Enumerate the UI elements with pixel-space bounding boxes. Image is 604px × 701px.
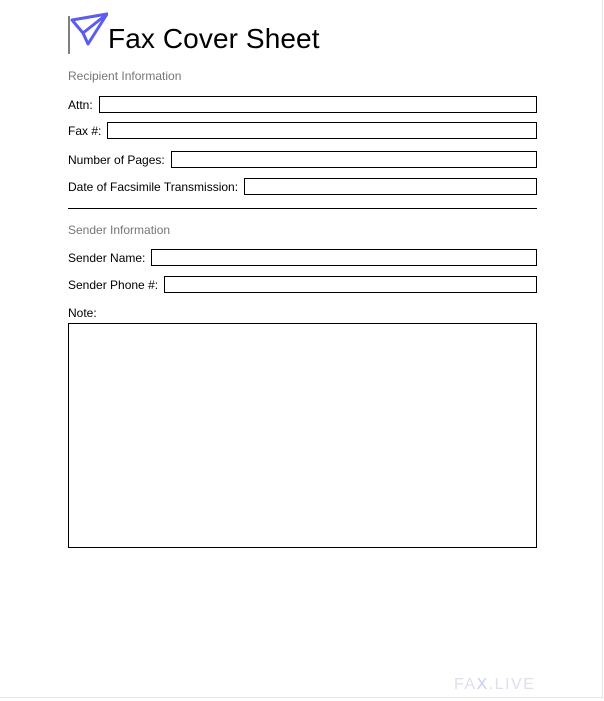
brand-watermark: [454, 676, 535, 694]
number-of-pages-row: [68, 150, 537, 169]
number-of-pages-field[interactable]: [171, 151, 537, 168]
number-of-pages-label: Number of Pages:: [68, 152, 165, 167]
sender-phone-row: [68, 275, 537, 294]
watermark-part-x: X: [476, 676, 489, 693]
transmission-date-row: [68, 177, 537, 196]
transmission-date-label: Date of Facsimile Transmission:: [68, 179, 239, 194]
watermark-part-fa: FA: [454, 676, 477, 693]
transmission-date-field[interactable]: [244, 178, 537, 195]
attn-label: Attn:: [68, 97, 93, 112]
fax-number-label: Fax #:: [68, 123, 102, 138]
sender-section-title: Sender Information: [68, 223, 171, 237]
attn-field[interactable]: [99, 96, 537, 113]
document-header: [68, 12, 320, 54]
fax-number-row: [68, 121, 537, 140]
attn-row: [68, 95, 537, 114]
sender-name-row: [68, 248, 537, 267]
note-textarea[interactable]: [68, 323, 537, 548]
watermark-part-live: .LIVE: [488, 676, 536, 693]
fax-number-field[interactable]: [107, 122, 537, 139]
section-divider: [68, 208, 537, 209]
sender-phone-label: Sender Phone #:: [68, 277, 159, 292]
page-title: Fax Cover Sheet: [108, 23, 320, 54]
sender-name-field[interactable]: [151, 249, 537, 266]
sender-phone-field[interactable]: [164, 276, 537, 293]
recipient-section-title: Recipient Information: [68, 69, 182, 83]
sender-name-label: Sender Name:: [68, 250, 146, 265]
paper-plane-icon: [68, 12, 108, 54]
note-label: Note:: [68, 306, 97, 320]
